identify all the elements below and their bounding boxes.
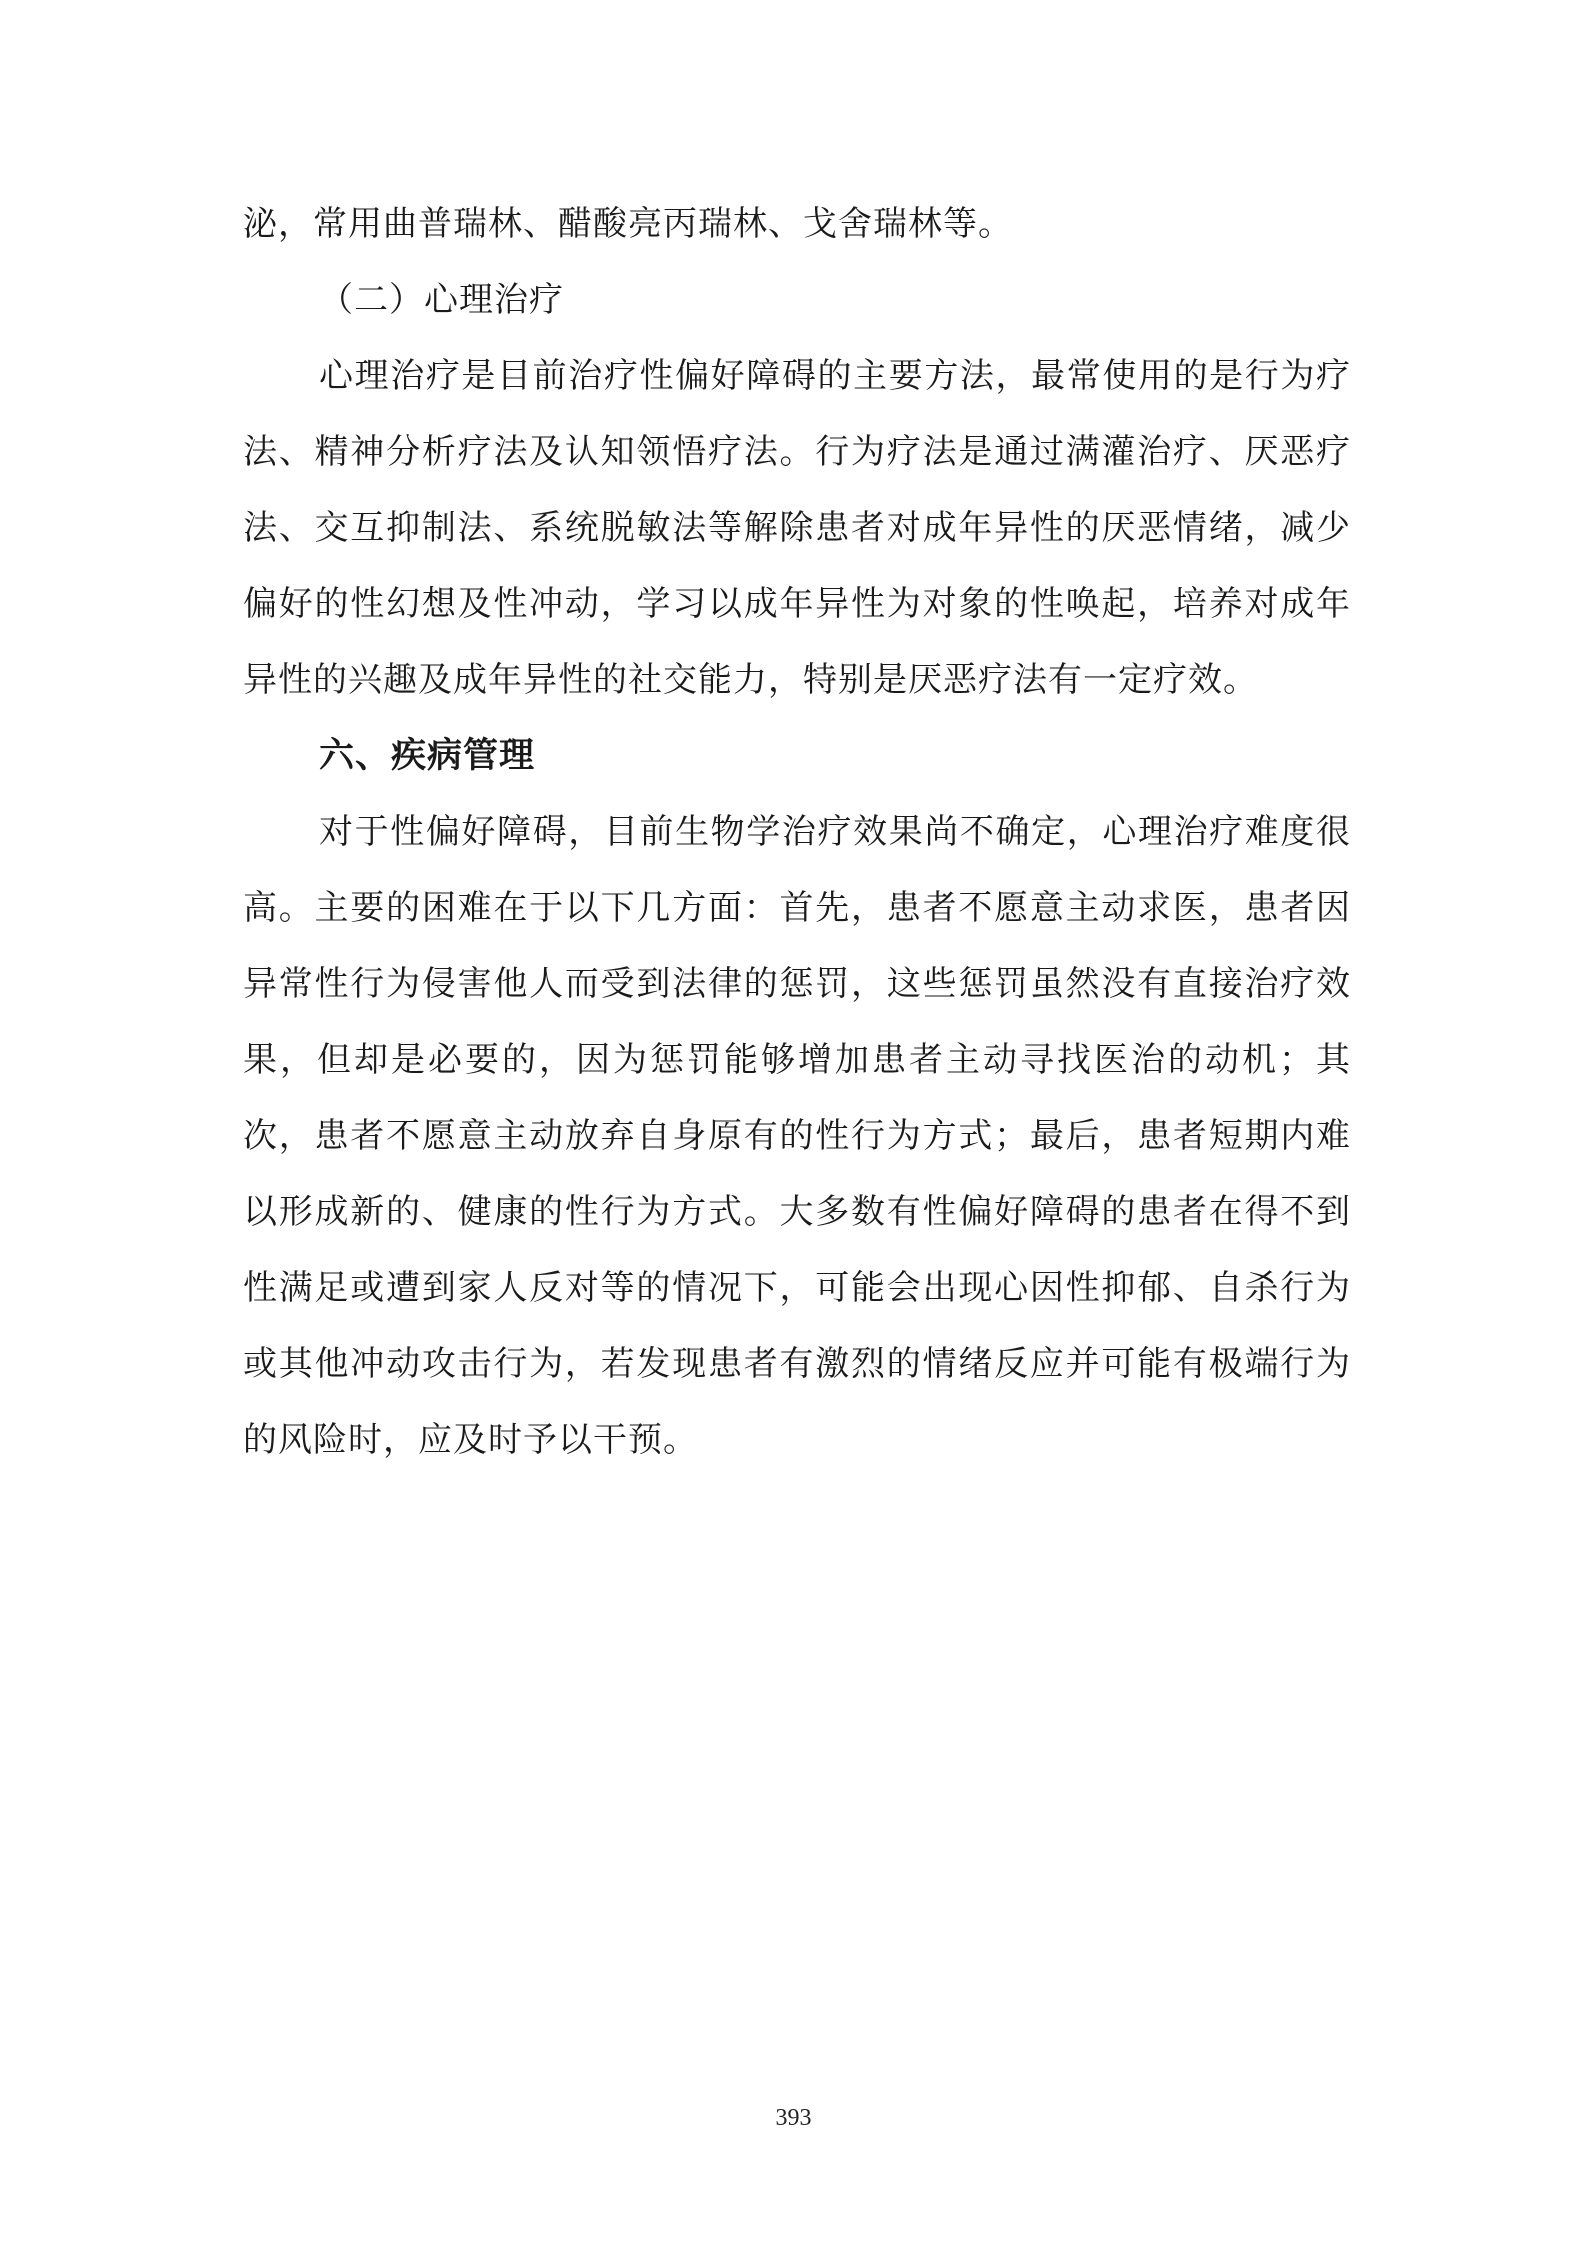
page-number: 393 <box>775 2105 812 2131</box>
psychotherapy-paragraph: 心理治疗是目前治疗性偏好障碍的主要方法，最常使用的是行为疗法、精神分析疗法及认知领悟疗法。行为疗法是通过满灌治疗、厌恶疗法、交互抑制法、系统脱敏法等解除患者对成年异性的厌恶情绪，减少偏好的性幻想及性冲动，学习以成年异性为对象的性唤起，培养对成年异性的兴趣及成年异性的社交能力，特别是厌恶疗法有一定疗效。 <box>243 356 1351 700</box>
continued-paragraph: 泌，常用曲普瑞林、醋酸亮丙瑞林、戈舍瑞林等。 <box>243 204 1013 244</box>
management-paragraph: 对于性偏好障碍，目前生物学治疗效果尚不确定，心理治疗难度很高。主要的困难在于以下几方面：首先，患者不愿意主动求医，患者因异常性行为侵害他人而受到法律的惩罚，这些惩罚虽然没有直接治疗效果，但却是必要的，因为惩罚能够增加患者主动寻找医治的动机；其次，患者不愿意主动放弃自身原有的性行为方式；最后，患者短期内难以形成新的、健康的性行为方式。大多数有性偏好障碍的患者在得不到性满足或遭到家人反对等的情况下，可能会出现心因性抑郁、自杀行为或其他冲动攻击行为，若发现患者有激烈的情绪反应并可能有极端行为的风险时，应及时予以干预。 <box>243 812 1351 1460</box>
page-body <box>243 186 1351 1478</box>
section-title: 六、疾病管理 <box>319 736 536 776</box>
subsection-title: （二）心理治疗 <box>319 280 564 320</box>
